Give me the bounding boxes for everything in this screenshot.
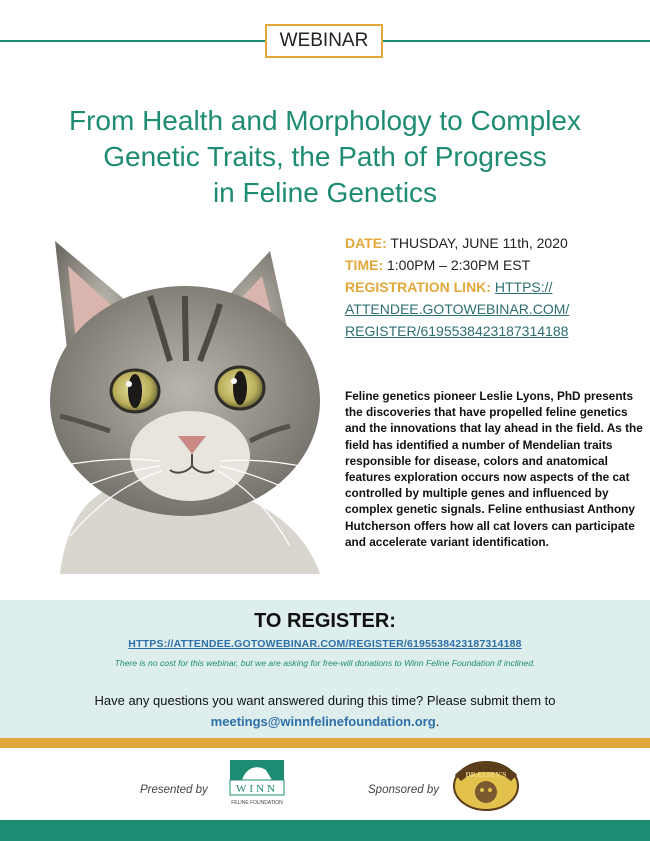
title-line: Genetic Traits, the Path of Progress (103, 141, 547, 172)
footer-green-bar (0, 820, 650, 841)
title-line: From Health and Morphology to Complex (68, 105, 581, 136)
time-label: TIME: (345, 257, 384, 273)
presented-by-label: Presented by (140, 784, 208, 796)
winn-logo-text: WINN (236, 783, 278, 795)
registration-link-part2[interactable]: ATTENDEE.GOTOWEBINAR.COM/ (345, 301, 570, 317)
webinar-description: Feline genetics pioneer Leslie Lyons, PhD presents the discoveries that have propelled feline genetics and the innovations that lay ahead in the field. As the field has identified a number of Mendelian traits responsible for disease, colors and anatomical features exploration occurs now aspects of the cat controlled by multiple genes and influenced by complex genetic signals. Feline enthusiast Anthony Hutcherson offers how all cat lovers can participate and accelerate variant identification. (345, 389, 643, 549)
questions-email-link[interactable]: meetings@winnfelinefoundation.org (210, 714, 436, 729)
winn-logo-subtext: FELINE FOUNDATION (231, 800, 283, 806)
register-url-link[interactable]: HTTPS://ATTENDEE.GOTOWEBINAR.COM/REGISTER/6195538423187314188 (128, 638, 522, 650)
registration-link-part1[interactable]: HTTPS:// (494, 279, 553, 295)
registration-row (345, 276, 645, 298)
registration-label: REGISTRATION LINK: (345, 279, 491, 295)
registration-link-part3[interactable]: REGISTER/6195538423187314188 (345, 323, 569, 339)
time-value: 1:00PM – 2:30PM EST (387, 257, 531, 273)
time-row (345, 254, 645, 276)
questions-prompt: Have any questions you want answered during this time? Please submit them to (94, 693, 556, 708)
cat-photo (0, 226, 335, 574)
register-heading: TO REGISTER: (254, 610, 396, 632)
date-label: DATE: (345, 235, 387, 251)
donation-note: There is no cost for this webinar, but we are asking for free-will donations to Winn Feline Foundation if inclined. (114, 658, 536, 668)
gold-divider-bar (0, 738, 650, 748)
event-details (345, 232, 645, 342)
date-row (345, 232, 645, 254)
webinar-badge: WEBINAR (265, 24, 383, 58)
title-line: in Feline Genetics (212, 177, 438, 208)
winn-feline-foundation-logo (222, 760, 292, 808)
dr-elseys-logo (452, 760, 520, 812)
questions-text (60, 690, 590, 732)
questions-period: . (435, 714, 440, 729)
webinar-title (20, 103, 630, 211)
sponsored-by-label: Sponsored by (368, 784, 439, 796)
date-value: THUSDAY, JUNE 11th, 2020 (390, 235, 568, 251)
sponsors-section (0, 748, 650, 820)
dr-elseys-logo-text: DR.ELSEY'S (465, 771, 507, 779)
